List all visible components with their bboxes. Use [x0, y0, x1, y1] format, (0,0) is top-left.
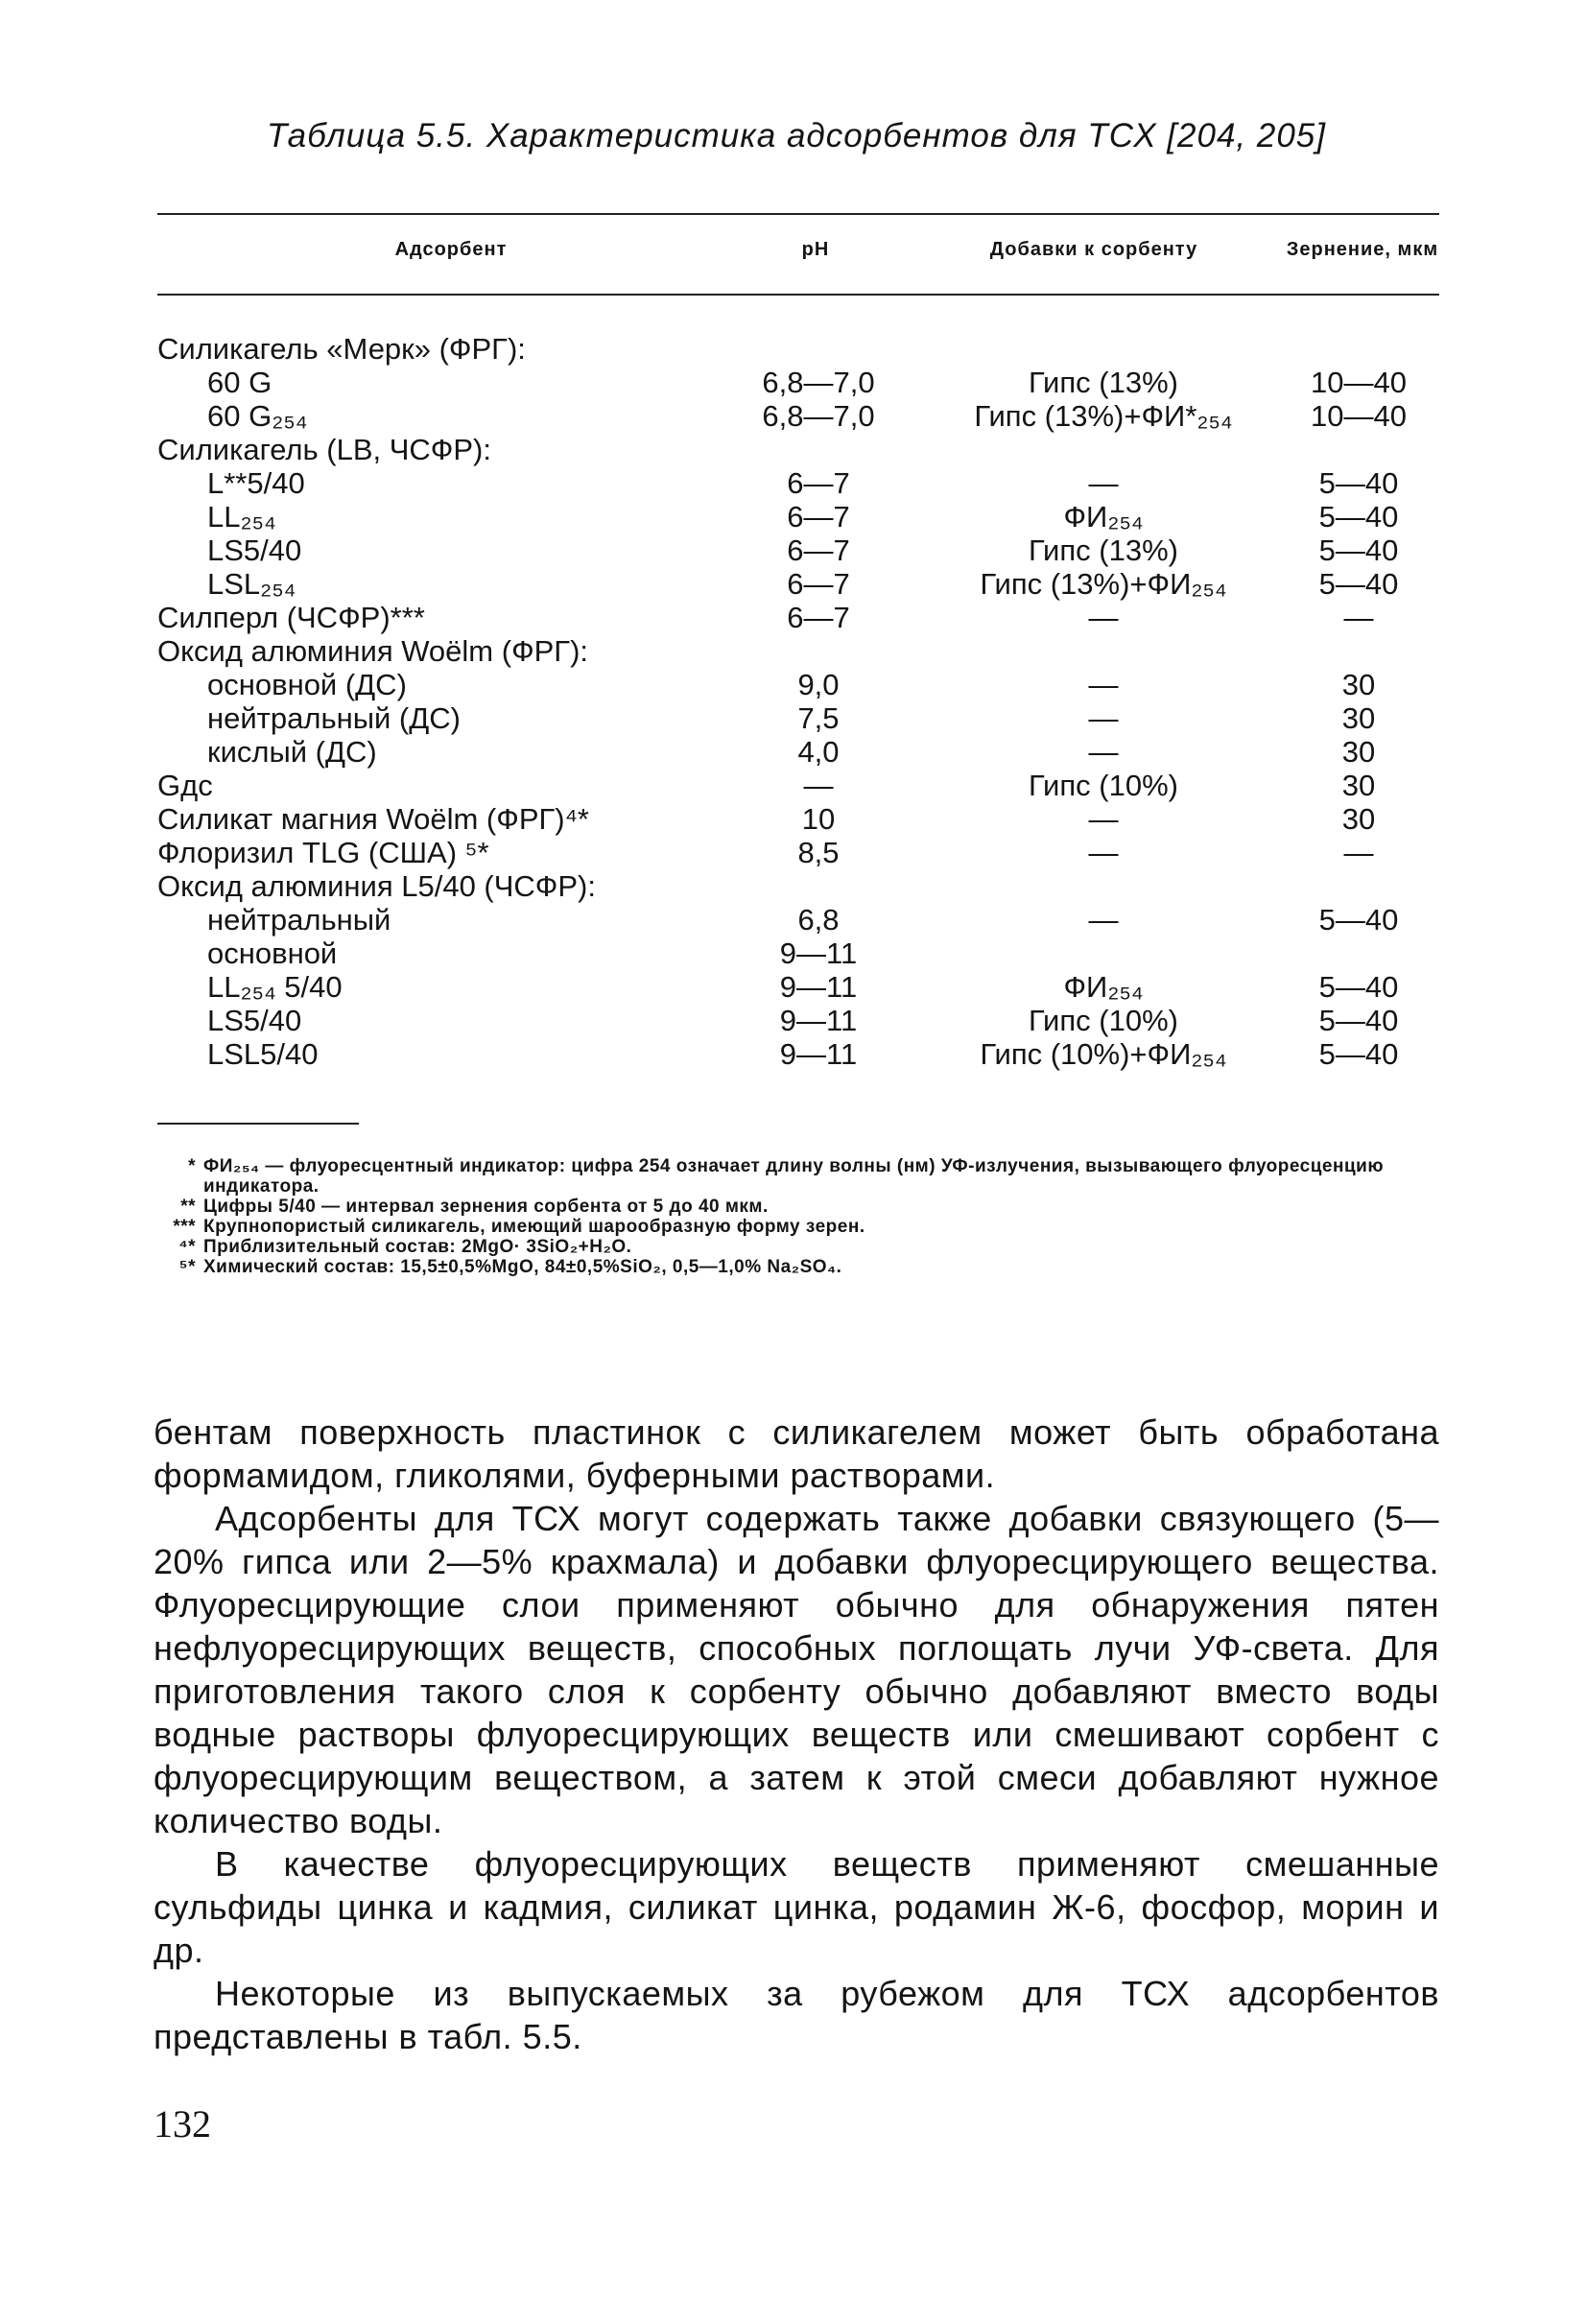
- footnote: ⁵* Химический состав: 15,5±0,5%MgO, 84±0,5%SiO₂, 0,5—1,0% Na₂SO₄.: [178, 1257, 842, 1277]
- table-row: Флоризил TLG (США) ⁵* 8,5 — —: [157, 836, 1374, 869]
- paragraph: бентам поверхность пластинок с силикагелем может быть обработана формамидом, гликолями, буферными растворами.: [154, 1412, 1439, 1495]
- table-row: LS5/40 6—7 Гипс (13%) 5—40: [207, 534, 1399, 567]
- table-row: 60 G 6,8—7,0 Гипс (13%) 10—40: [207, 366, 1407, 399]
- table-row: Силикагель «Мерк» (ФРГ):: [157, 332, 526, 366]
- footnote: * ФИ₂₅₄ — флуоресцентный индикатор: цифра 254 означает длину волны (нм) УФ-излучения, вызывающего флуоресценцию индикатора.: [188, 1156, 1385, 1197]
- footnote: ** Цифры 5/40 — интервал зернения сорбента от 5 до 40 мкм.: [180, 1197, 769, 1217]
- page-number: 132: [154, 2102, 211, 2146]
- header-grain: Зернение, мкм: [1286, 239, 1439, 260]
- table-header-rule: [157, 294, 1439, 296]
- header-additives: Добавки к сорбенту: [989, 239, 1198, 260]
- table-row: основной (ДС) 9,0 — 30: [207, 668, 1376, 701]
- table-row: Силикагель (LB, ЧСФР):: [157, 433, 491, 466]
- table-row: Силикат магния Woëlm (ФРГ)⁴* 10 — 30: [157, 802, 1376, 836]
- table-top-rule: [157, 213, 1439, 215]
- table-row: основной 9—11: [207, 937, 858, 970]
- table-row: кислый (ДС) 4,0 — 30: [207, 735, 1376, 769]
- paragraph: В качестве флуоресцирующих веществ применяют смешанные сульфиды цинка и кадмия, силикат цинка, родамин Ж-6, фосфор, морин и др.: [154, 1844, 1439, 1970]
- table-row: L**5/40 6—7 — 5—40: [207, 466, 1399, 500]
- footnote-rule: [157, 1123, 359, 1125]
- table-row: Силперл (ЧСФР)*** 6—7 — —: [157, 601, 1374, 634]
- footnotes: [154, 1156, 1458, 1277]
- table-row: Оксид алюминия Woëlm (ФРГ):: [157, 634, 589, 668]
- footnote: *** Крупнопористый силикагель, имеющий шарообразную форму зерен.: [173, 1217, 865, 1237]
- table-row: LSL5/40 9—11 Гипс (10%)+ФИ₂₅₄ 5—40: [207, 1037, 1399, 1071]
- table-row: Gдс — Гипс (10%) 30: [157, 769, 1376, 802]
- paragraph: Некоторые из выпускаемых за рубежом для ТСХ адсорбентов представлены в табл. 5.5.: [154, 1974, 1439, 2056]
- table-row: LL₂₅₄ 6—7 ФИ₂₅₄ 5—40: [207, 500, 1399, 534]
- header-ph: pH: [801, 239, 830, 260]
- table-row: 60 G₂₅₄ 6,8—7,0 Гипс (13%)+ФИ*₂₅₄ 10—40: [207, 399, 1407, 433]
- table-row: Оксид алюминия L5/40 (ЧСФР):: [157, 869, 596, 903]
- table-row: LL₂₅₄ 5/40 9—11 ФИ₂₅₄ 5—40: [207, 970, 1399, 1004]
- table-row: LS5/40 9—11 Гипс (10%) 5—40: [207, 1004, 1399, 1037]
- body-text: [154, 1411, 1439, 2058]
- table-row: LSL₂₅₄ 6—7 Гипс (13%)+ФИ₂₅₄ 5—40: [207, 567, 1399, 601]
- header-adsorbent: Адсорбент: [394, 239, 508, 260]
- paragraph: Адсорбенты для ТСХ могут содержать также добавки связующего (5—20% гипса или 2—5% крахмала) и добавки флуоресцирующего вещества. Флуоресцирующие слои применяют обычно для обнаружения пятен нефлуоресцирующих веществ, способных поглощать лучи УФ-света. Для приготовления такого слоя к сорбенту обычно добавляют вместо воды водные растворы флуоресцирующих веществ или смешивают сорбент с флуоресцирующим веществом, а затем к этой смеси добавляют нужное количество воды.: [154, 1499, 1439, 1840]
- table-row: нейтральный 6,8 — 5—40: [207, 903, 1399, 937]
- table-row: нейтральный (ДС) 7,5 — 30: [207, 701, 1376, 735]
- footnote: ⁴* Приблизительный состав: 2MgO· 3SiO₂+H₂O.: [178, 1237, 632, 1257]
- table-caption: Таблица 5.5. Характеристика адсорбентов для ТСХ [204, 205]: [267, 117, 1326, 154]
